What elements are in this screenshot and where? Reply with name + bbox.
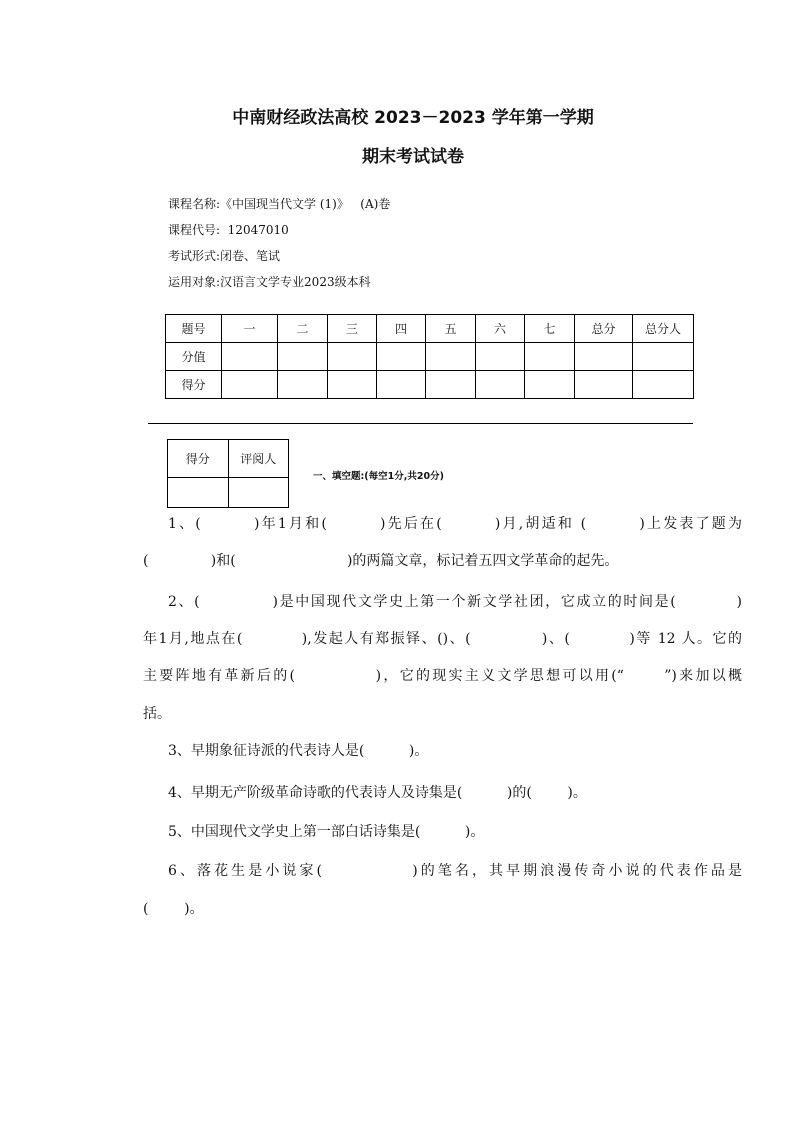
exam-form: 考试形式:闭卷、笔试 bbox=[168, 249, 281, 263]
row-label: 得分 bbox=[166, 371, 222, 399]
cell[interactable] bbox=[328, 371, 377, 399]
course-name: 课程名称:《中国现当代文学 (1)》 (A)卷 bbox=[168, 197, 391, 211]
question-4: 4、早期无产阶级革命诗歌的代表诗人及诗集是( )的( )。 bbox=[168, 785, 587, 801]
reviewer-cell[interactable] bbox=[228, 478, 289, 508]
score-header: 得分 bbox=[168, 440, 229, 478]
cell[interactable] bbox=[426, 343, 476, 371]
cell[interactable] bbox=[633, 343, 694, 371]
header-cell: 题号 bbox=[166, 315, 222, 343]
cell[interactable] bbox=[328, 343, 377, 371]
cell[interactable] bbox=[525, 343, 575, 371]
header-cell: 五 bbox=[426, 315, 476, 343]
cell[interactable] bbox=[525, 371, 575, 399]
question-1-line-2: ( )和( )的两篇文章，标记着五四文学革命的起先。 bbox=[143, 553, 619, 569]
score-cell[interactable] bbox=[168, 478, 229, 508]
exam-subtitle: 期末考试试卷 bbox=[362, 147, 464, 167]
cell[interactable] bbox=[222, 371, 278, 399]
cell[interactable] bbox=[426, 371, 476, 399]
cell[interactable] bbox=[377, 343, 426, 371]
header-cell: 六 bbox=[476, 315, 525, 343]
header-cell: 二 bbox=[278, 315, 328, 343]
cell[interactable] bbox=[575, 371, 633, 399]
header-cell: 总分人 bbox=[633, 315, 694, 343]
exam-title: 中南财经政法高校 2023－2023 学年第一学期 bbox=[232, 108, 594, 128]
question-6-line-1: 6、落花生是小说家( )的笔名，其早期浪漫传奇小说的代表作品是 bbox=[168, 863, 742, 879]
header-cell: 三 bbox=[328, 315, 377, 343]
table-row bbox=[168, 440, 289, 478]
reviewer-header: 评阅人 bbox=[228, 440, 289, 478]
header-cell: 一 bbox=[222, 315, 278, 343]
cell[interactable] bbox=[222, 343, 278, 371]
question-2-line-1: 2、( )是中国现代文学史上第一个新文学社团，它成立的时间是( ) bbox=[168, 594, 742, 610]
course-code: 课程代号: 12047010 bbox=[168, 223, 289, 237]
divider bbox=[148, 423, 693, 424]
table-row bbox=[166, 343, 694, 371]
header-cell: 总分 bbox=[575, 315, 633, 343]
grader-table bbox=[167, 439, 289, 508]
question-1-line-1: 1、( )年1月和( )先后在( )月,胡适和 ( )上发表了题为 bbox=[168, 516, 742, 532]
question-5: 5、中国现代文学史上第一部白话诗集是( )。 bbox=[168, 824, 485, 840]
table-row bbox=[166, 371, 694, 399]
question-2-line-2: 年1月,地点在( ),发起人有郑振铎、()、( )、( )等 12 人。它的 bbox=[143, 631, 742, 647]
table-row bbox=[168, 478, 289, 508]
question-2-line-4: 括。 bbox=[143, 706, 171, 722]
question-2-line-3: 主要阵地有革新后的( )，它的现实主义文学思想可以用(“ ”)来加以概 bbox=[143, 668, 742, 684]
header-cell: 四 bbox=[377, 315, 426, 343]
target-students: 运用对象:汉语言文学专业2023级本科 bbox=[168, 275, 371, 289]
cell[interactable] bbox=[377, 371, 426, 399]
cell[interactable] bbox=[476, 343, 525, 371]
question-6-line-2: ( )。 bbox=[143, 901, 204, 917]
table-row bbox=[166, 315, 694, 343]
score-table bbox=[165, 314, 694, 399]
cell[interactable] bbox=[476, 371, 525, 399]
header-cell: 七 bbox=[525, 315, 575, 343]
cell[interactable] bbox=[278, 371, 328, 399]
question-3: 3、早期象征诗派的代表诗人是( )。 bbox=[168, 743, 429, 759]
cell[interactable] bbox=[278, 343, 328, 371]
cell[interactable] bbox=[575, 343, 633, 371]
section-heading: 一、填空题:(每空1分,共20分) bbox=[313, 471, 444, 482]
cell[interactable] bbox=[633, 371, 694, 399]
row-label: 分值 bbox=[166, 343, 222, 371]
